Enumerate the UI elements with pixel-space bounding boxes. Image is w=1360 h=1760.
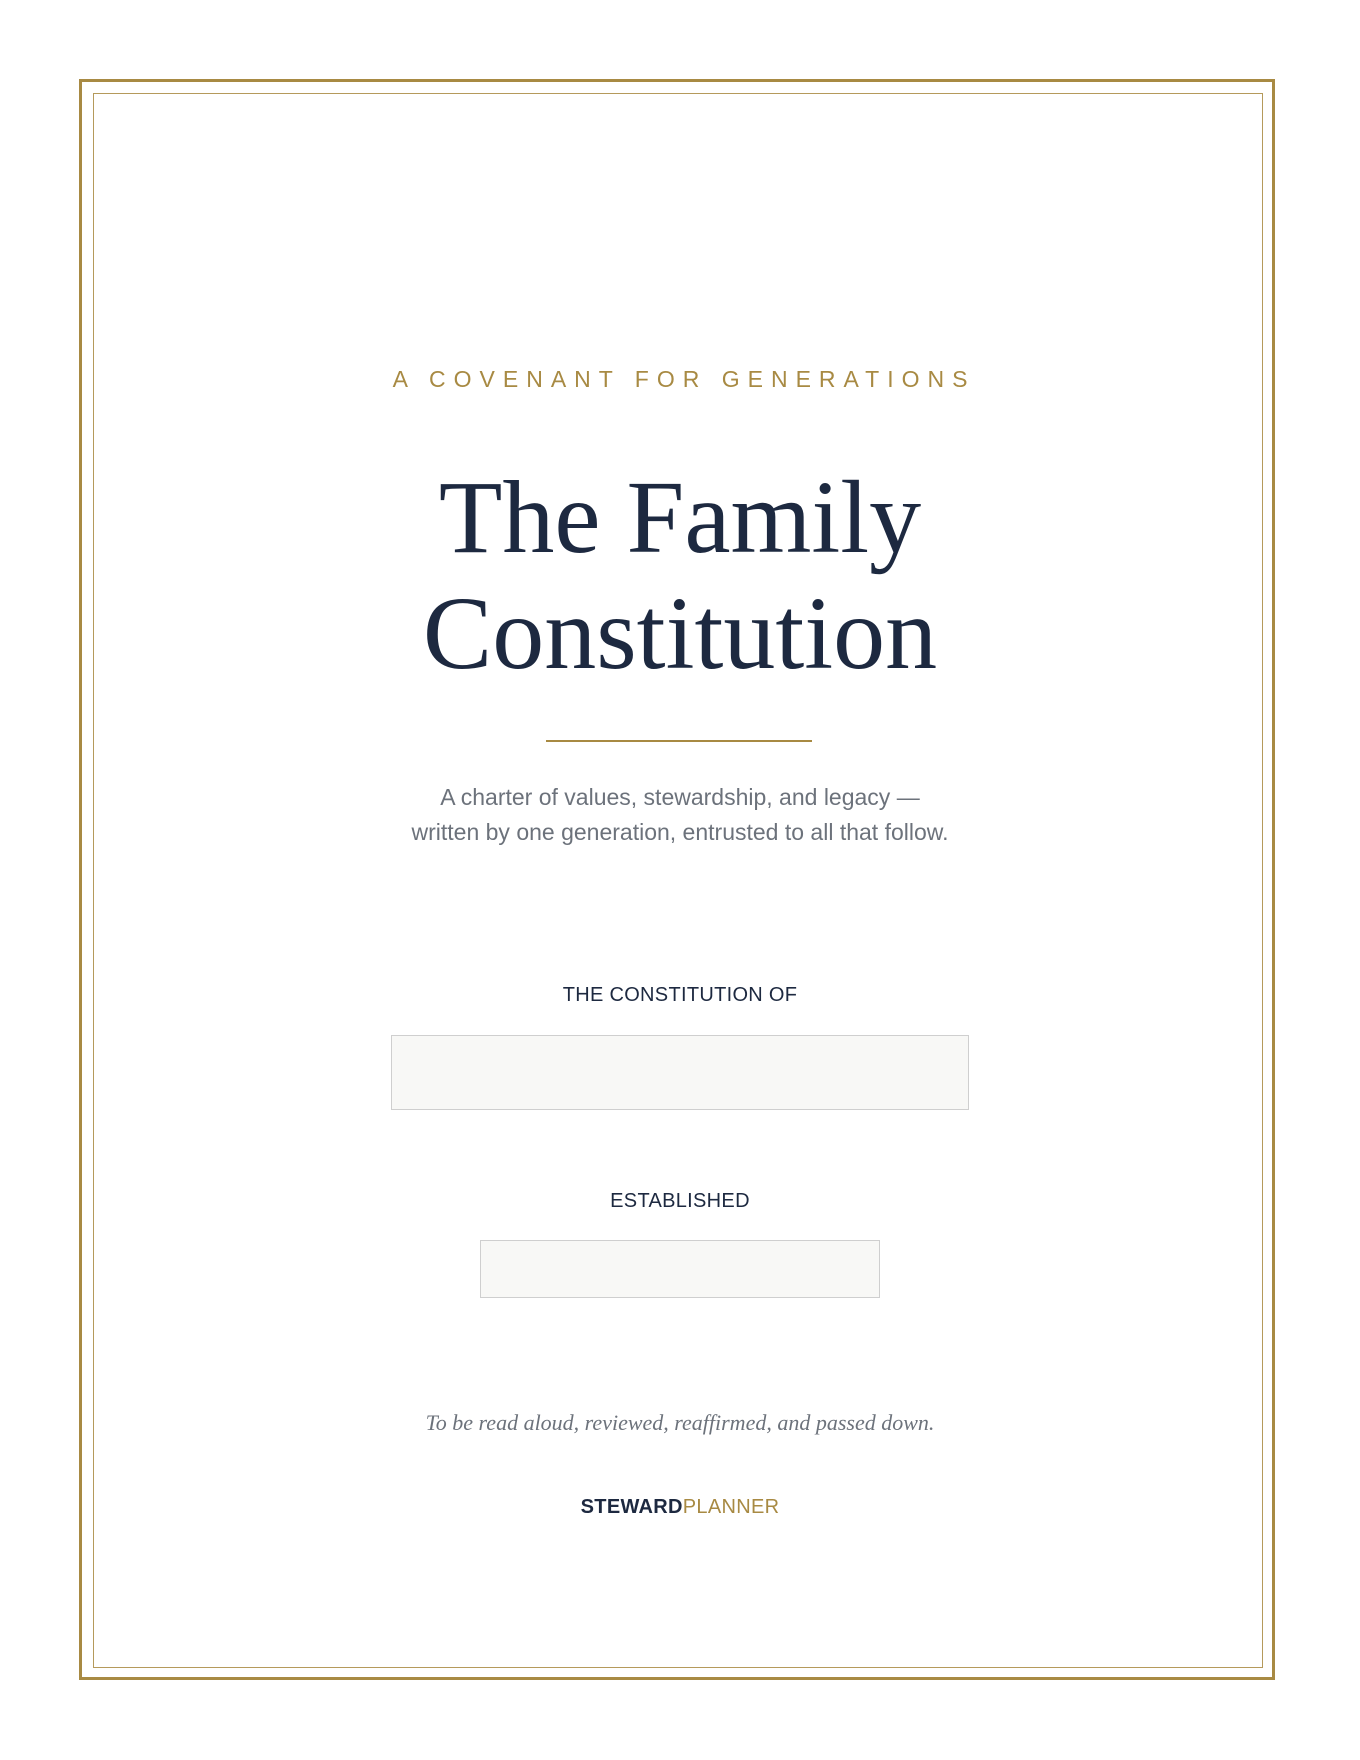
title-line-1: The Family (438, 460, 922, 575)
subtitle-line-2: written by one generation, entrusted to all that follow. (411, 819, 949, 845)
cover-subtitle (0, 780, 1360, 850)
established-date-field[interactable] (480, 1240, 880, 1298)
cover-title (0, 460, 1360, 692)
title-divider (546, 740, 812, 742)
brand-logo (0, 1496, 1360, 1519)
established-label: ESTABLISHED (610, 1190, 750, 1212)
brand-name-planner: PLANNER (682, 1496, 780, 1518)
brand-name-steward: STEWARD (580, 1496, 683, 1518)
family-name-field[interactable] (391, 1035, 969, 1110)
family-name-label: THE CONSTITUTION OF (562, 984, 798, 1006)
title-line-2: Constitution (422, 576, 938, 691)
subtitle-line-1: A charter of values, stewardship, and legacy — (440, 784, 920, 810)
cover-motto: To be read aloud, reviewed, reaffirmed, and passed down. (425, 1410, 935, 1435)
cover-eyebrow: A COVENANT FOR GENERATIONS (392, 366, 976, 392)
